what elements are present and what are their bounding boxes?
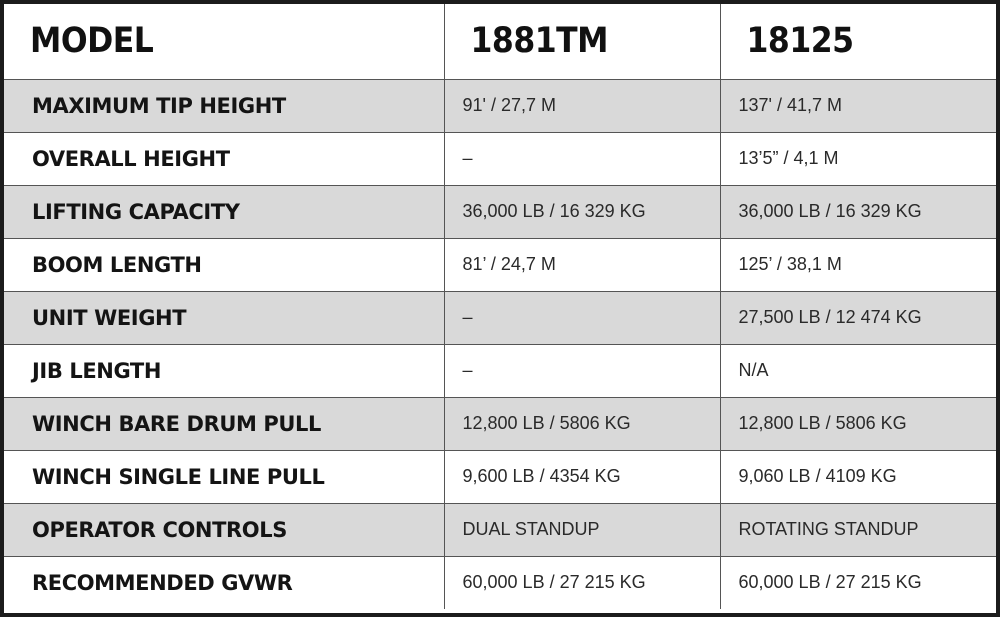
cell-1881tm: 36,000 LB / 16 329 KG xyxy=(444,185,720,238)
row-overall-height xyxy=(4,132,996,185)
cell-1881tm: – xyxy=(444,291,720,344)
row-winch-bare-drum-pull xyxy=(4,397,996,450)
header-model-1881tm: 1881TM xyxy=(444,4,720,79)
header-model-18125: 18125 xyxy=(720,4,996,79)
row-label: OPERATOR CONTROLS xyxy=(4,503,444,556)
cell-18125: 12,800 LB / 5806 KG xyxy=(720,397,996,450)
row-label: WINCH SINGLE LINE PULL xyxy=(4,450,444,503)
row-label: LIFTING CAPACITY xyxy=(4,185,444,238)
cell-1881tm: 81’ / 24,7 M xyxy=(444,238,720,291)
cell-1881tm: 91' / 27,7 M xyxy=(444,79,720,132)
row-lifting-capacity xyxy=(4,185,996,238)
cell-18125: 9,060 LB / 4109 KG xyxy=(720,450,996,503)
cell-18125: 125’ / 38,1 M xyxy=(720,238,996,291)
spec-table xyxy=(4,4,996,609)
cell-18125: 137' / 41,7 M xyxy=(720,79,996,132)
cell-18125: 36,000 LB / 16 329 KG xyxy=(720,185,996,238)
row-label: BOOM LENGTH xyxy=(4,238,444,291)
row-label: RECOMMENDED GVWR xyxy=(4,556,444,609)
row-unit-weight xyxy=(4,291,996,344)
row-label: WINCH BARE DRUM PULL xyxy=(4,397,444,450)
row-operator-controls xyxy=(4,503,996,556)
row-label: UNIT WEIGHT xyxy=(4,291,444,344)
row-label: JIB LENGTH xyxy=(4,344,444,397)
row-boom-length xyxy=(4,238,996,291)
cell-1881tm: DUAL STANDUP xyxy=(444,503,720,556)
cell-1881tm: – xyxy=(444,344,720,397)
row-label: MAXIMUM TIP HEIGHT xyxy=(4,79,444,132)
cell-18125: ROTATING STANDUP xyxy=(720,503,996,556)
cell-1881tm: 9,600 LB / 4354 KG xyxy=(444,450,720,503)
row-winch-single-line-pull xyxy=(4,450,996,503)
row-recommended-gvwr xyxy=(4,556,996,609)
row-label: OVERALL HEIGHT xyxy=(4,132,444,185)
header-model-label: MODEL xyxy=(4,4,444,79)
cell-18125: 60,000 LB / 27 215 KG xyxy=(720,556,996,609)
row-jib-length xyxy=(4,344,996,397)
cell-1881tm: – xyxy=(444,132,720,185)
header-row xyxy=(4,4,996,79)
cell-18125: 27,500 LB / 12 474 KG xyxy=(720,291,996,344)
cell-18125: 13’5” / 4,1 M xyxy=(720,132,996,185)
row-maximum-tip-height xyxy=(4,79,996,132)
cell-18125: N/A xyxy=(720,344,996,397)
cell-1881tm: 60,000 LB / 27 215 KG xyxy=(444,556,720,609)
cell-1881tm: 12,800 LB / 5806 KG xyxy=(444,397,720,450)
